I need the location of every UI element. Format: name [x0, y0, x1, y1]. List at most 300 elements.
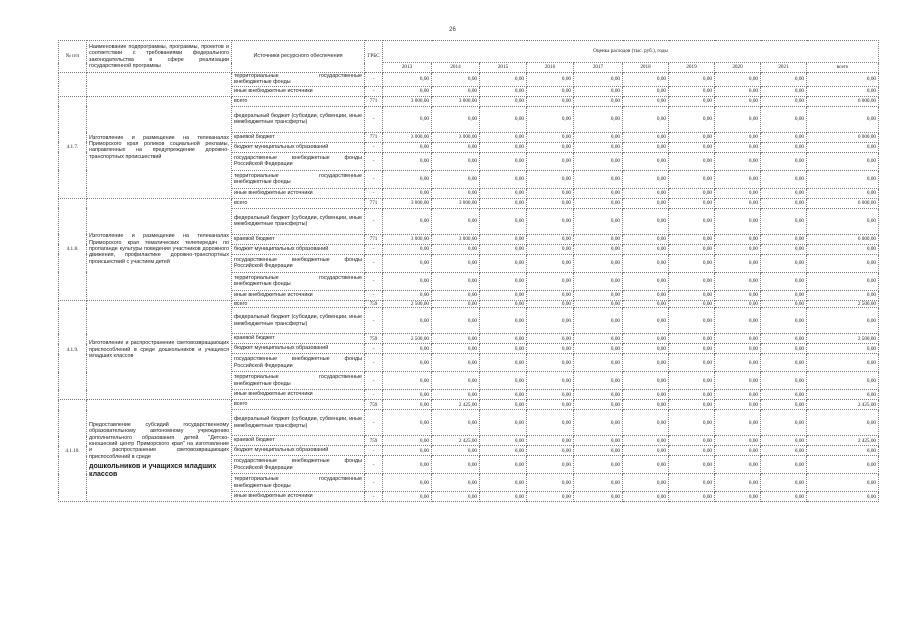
year-value-cell: 0,00 — [669, 390, 715, 400]
year-value-cell: 0,00 — [574, 354, 623, 372]
year-value-cell: 0,00 — [480, 456, 527, 474]
funding-source-cell: краевой бюджет — [232, 334, 365, 344]
row-number-cell: 4.1.8. — [59, 198, 87, 300]
year-value-cell: 0,00 — [761, 446, 807, 456]
grbs-cell: 771 — [365, 96, 383, 106]
year-value-cell: 0,00 — [574, 372, 623, 390]
funding-source-cell: всего — [232, 96, 365, 106]
year-value-cell: 0,00 — [623, 132, 669, 142]
year-value-cell: 0,00 — [669, 456, 715, 474]
header-year: 2020 — [715, 63, 761, 73]
funding-source-cell: иные внебюджетные источники — [232, 390, 365, 400]
year-value-cell: 0,00 — [761, 334, 807, 344]
grbs-cell: 771 — [365, 132, 383, 142]
year-value-cell: 0,00 — [383, 344, 432, 354]
year-value-cell: 0,00 — [623, 300, 669, 307]
year-value-cell: 0,00 — [715, 152, 761, 170]
year-value-cell: 0,00 — [480, 308, 527, 334]
year-value-cell: 0,00 — [623, 372, 669, 390]
grbs-cell: - — [365, 372, 383, 390]
year-value-cell: 0,00 — [527, 300, 574, 307]
header-source: Источники ресурсного обеспечения — [232, 41, 365, 73]
grbs-cell: - — [365, 244, 383, 254]
year-value-cell: 0,00 — [383, 272, 432, 290]
header-year: 2019 — [669, 63, 715, 73]
year-value-cell: 0,00 — [715, 436, 761, 446]
year-value-cell: 0,00 — [527, 208, 574, 234]
year-value-cell: 0,00 — [527, 198, 574, 208]
year-value-cell: 0,00 — [527, 492, 574, 502]
header-total: всего — [807, 63, 879, 73]
total-value-cell: 0,00 — [807, 142, 879, 152]
total-value-cell: 2 425,00 — [807, 436, 879, 446]
year-value-cell: 0,00 — [432, 474, 480, 492]
year-value-cell: 0,00 — [383, 372, 432, 390]
year-value-cell: 0,00 — [480, 354, 527, 372]
year-value-cell: 0,00 — [761, 106, 807, 132]
year-value-cell: 0,00 — [715, 132, 761, 142]
year-value-cell: 0,00 — [761, 96, 807, 106]
year-value-cell: 0,00 — [574, 290, 623, 300]
total-value-cell: 0,00 — [807, 188, 879, 198]
year-value-cell: 0,00 — [574, 106, 623, 132]
grbs-cell: 759 — [365, 334, 383, 344]
grbs-cell: 771 — [365, 198, 383, 208]
year-value-cell: 0,00 — [715, 96, 761, 106]
total-value-cell: 0,00 — [807, 456, 879, 474]
header-name: Наименование подпрограммы, программы, проектов и соответствии с требованиями федерального законодательства в сфере реализации государственной программы — [87, 41, 232, 73]
year-value-cell: 0,00 — [623, 254, 669, 272]
grbs-cell: - — [365, 290, 383, 300]
year-value-cell: 0,00 — [480, 96, 527, 106]
grbs-cell: - — [365, 208, 383, 234]
year-value-cell: 0,00 — [574, 492, 623, 502]
year-value-cell: 0,00 — [527, 132, 574, 142]
year-value-cell: 0,00 — [715, 106, 761, 132]
year-value-cell: 0,00 — [432, 208, 480, 234]
year-value-cell: 0,00 — [383, 170, 432, 188]
year-value-cell: 0,00 — [761, 410, 807, 436]
table-body — [59, 73, 879, 502]
year-value-cell: 0,00 — [527, 334, 574, 344]
total-value-cell: 0,00 — [807, 86, 879, 96]
year-value-cell: 3 000,00 — [383, 234, 432, 244]
year-value-cell: 0,00 — [761, 208, 807, 234]
funding-source-cell: бюджет муниципальных образований — [232, 446, 365, 456]
funding-source-cell: федеральный бюджет (субсидии, субвенции, иные межбюджетные трансферты) — [232, 208, 365, 234]
year-value-cell: 0,00 — [669, 410, 715, 436]
year-value-cell: 0,00 — [383, 400, 432, 410]
grbs-cell: - — [365, 106, 383, 132]
year-value-cell: 2 500,00 — [383, 334, 432, 344]
year-value-cell: 0,00 — [480, 170, 527, 188]
year-value-cell: 0,00 — [715, 142, 761, 152]
total-value-cell: 0,00 — [807, 492, 879, 502]
year-value-cell: 0,00 — [432, 308, 480, 334]
year-value-cell: 0,00 — [669, 354, 715, 372]
year-value-cell: 0,00 — [527, 152, 574, 170]
year-value-cell: 0,00 — [761, 234, 807, 244]
year-value-cell: 0,00 — [623, 354, 669, 372]
year-value-cell: 0,00 — [527, 170, 574, 188]
grbs-cell: - — [365, 254, 383, 272]
year-value-cell: 0,00 — [383, 142, 432, 152]
year-value-cell: 0,00 — [480, 254, 527, 272]
year-value-cell: 0,00 — [715, 354, 761, 372]
year-value-cell: 0,00 — [480, 132, 527, 142]
year-value-cell: 0,00 — [527, 410, 574, 436]
year-value-cell: 0,00 — [574, 334, 623, 344]
funding-source-cell: краевой бюджет — [232, 436, 365, 446]
year-value-cell: 0,00 — [480, 390, 527, 400]
year-value-cell: 0,00 — [669, 254, 715, 272]
year-value-cell: 0,00 — [432, 152, 480, 170]
year-value-cell: 0,00 — [623, 73, 669, 87]
year-value-cell: 0,00 — [574, 198, 623, 208]
total-value-cell: 0,00 — [807, 152, 879, 170]
year-value-cell: 0,00 — [761, 86, 807, 96]
funding-source-cell: всего — [232, 198, 365, 208]
year-value-cell: 0,00 — [669, 96, 715, 106]
year-value-cell: 0,00 — [432, 354, 480, 372]
year-value-cell: 0,00 — [480, 300, 527, 307]
year-value-cell: 3 000,00 — [432, 132, 480, 142]
grbs-cell: - — [365, 272, 383, 290]
header-year: 2016 — [527, 63, 574, 73]
year-value-cell: 0,00 — [480, 272, 527, 290]
grbs-cell: - — [365, 188, 383, 198]
item-name-text: Изготовление и распространение световозвращающих приспособлений в среде дошкольников и учащихся младших классов — [89, 340, 229, 360]
year-value-cell: 0,00 — [715, 334, 761, 344]
page-number: 26 — [449, 27, 456, 33]
year-value-cell: 0,00 — [715, 73, 761, 87]
year-value-cell: 0,00 — [480, 290, 527, 300]
funding-source-cell: территориальные государственные внебюджетные фонды — [232, 372, 365, 390]
year-value-cell: 0,00 — [574, 254, 623, 272]
year-value-cell: 0,00 — [432, 188, 480, 198]
total-value-cell: 2 500,00 — [807, 334, 879, 344]
grbs-cell: - — [365, 410, 383, 436]
year-value-cell: 0,00 — [669, 272, 715, 290]
year-value-cell: 0,00 — [623, 334, 669, 344]
year-value-cell: 0,00 — [623, 436, 669, 446]
year-value-cell: 0,00 — [623, 170, 669, 188]
year-value-cell: 0,00 — [574, 86, 623, 96]
year-value-cell: 0,00 — [761, 152, 807, 170]
year-value-cell: 0,00 — [527, 106, 574, 132]
grbs-cell: - — [365, 142, 383, 152]
funding-source-cell: федеральный бюджет (субсидии, субвенции, иные межбюджетные трансферты) — [232, 410, 365, 436]
year-value-cell: 0,00 — [574, 456, 623, 474]
year-value-cell: 0,00 — [715, 272, 761, 290]
year-value-cell: 0,00 — [480, 344, 527, 354]
year-value-cell: 2 425,00 — [432, 400, 480, 410]
year-value-cell: 0,00 — [527, 436, 574, 446]
year-value-cell: 0,00 — [715, 86, 761, 96]
year-value-cell: 3 000,00 — [383, 198, 432, 208]
year-value-cell: 0,00 — [715, 400, 761, 410]
year-value-cell: 0,00 — [574, 390, 623, 400]
funding-source-cell: иные внебюджетные источники — [232, 492, 365, 502]
year-value-cell: 0,00 — [574, 474, 623, 492]
year-value-cell: 0,00 — [669, 446, 715, 456]
row-number-cell: 4.1.7. — [59, 96, 87, 198]
grbs-cell: - — [365, 390, 383, 400]
year-value-cell: 0,00 — [715, 170, 761, 188]
year-value-cell: 0,00 — [480, 492, 527, 502]
table-row — [59, 96, 879, 106]
total-value-cell: 0,00 — [807, 474, 879, 492]
year-value-cell: 0,00 — [432, 456, 480, 474]
year-value-cell: 0,00 — [574, 344, 623, 354]
year-value-cell: 0,00 — [761, 456, 807, 474]
year-value-cell: 0,00 — [761, 170, 807, 188]
total-value-cell: 0,00 — [807, 308, 879, 334]
year-value-cell: 0,00 — [574, 170, 623, 188]
year-value-cell: 0,00 — [383, 244, 432, 254]
item-name-cell — [87, 198, 232, 300]
year-value-cell: 0,00 — [623, 474, 669, 492]
year-value-cell: 0,00 — [623, 106, 669, 132]
year-value-cell: 0,00 — [432, 254, 480, 272]
year-value-cell: 0,00 — [669, 474, 715, 492]
year-value-cell: 0,00 — [383, 73, 432, 87]
header-estimate: Оценка расходов (тыс. руб.), годы — [383, 41, 879, 63]
year-value-cell: 0,00 — [623, 142, 669, 152]
grbs-cell: - — [365, 354, 383, 372]
year-value-cell: 0,00 — [383, 390, 432, 400]
total-value-cell: 2 425,00 — [807, 400, 879, 410]
year-value-cell: 0,00 — [480, 142, 527, 152]
year-value-cell: 0,00 — [715, 234, 761, 244]
year-value-cell: 0,00 — [527, 400, 574, 410]
year-value-cell: 0,00 — [669, 290, 715, 300]
year-value-cell: 0,00 — [383, 188, 432, 198]
year-value-cell: 0,00 — [480, 208, 527, 234]
year-value-cell: 0,00 — [761, 290, 807, 300]
item-name-cell — [87, 96, 232, 198]
year-value-cell: 0,00 — [623, 86, 669, 96]
year-value-cell: 0,00 — [761, 132, 807, 142]
year-value-cell: 0,00 — [761, 272, 807, 290]
year-value-cell: 0,00 — [669, 170, 715, 188]
grbs-cell: - — [365, 344, 383, 354]
year-value-cell: 0,00 — [383, 446, 432, 456]
year-value-cell: 0,00 — [669, 188, 715, 198]
total-value-cell: 0,00 — [807, 290, 879, 300]
year-value-cell: 0,00 — [383, 456, 432, 474]
year-value-cell: 0,00 — [715, 244, 761, 254]
funding-source-cell: государственные внебюджетные фонды Российской Федерации — [232, 354, 365, 372]
year-value-cell: 0,00 — [480, 474, 527, 492]
total-value-cell: 0,00 — [807, 106, 879, 132]
grbs-cell: - — [365, 152, 383, 170]
year-value-cell: 0,00 — [432, 390, 480, 400]
year-value-cell: 0,00 — [574, 244, 623, 254]
year-value-cell: 0,00 — [527, 290, 574, 300]
year-value-cell: 0,00 — [715, 456, 761, 474]
year-value-cell: 0,00 — [480, 198, 527, 208]
year-value-cell: 0,00 — [432, 344, 480, 354]
year-value-cell: 0,00 — [480, 152, 527, 170]
total-value-cell: 6 000,00 — [807, 132, 879, 142]
year-value-cell: 0,00 — [715, 492, 761, 502]
year-value-cell: 0,00 — [527, 372, 574, 390]
year-value-cell: 0,00 — [527, 86, 574, 96]
grbs-cell: - — [365, 474, 383, 492]
year-value-cell: 0,00 — [761, 354, 807, 372]
year-value-cell: 3 000,00 — [432, 198, 480, 208]
year-value-cell: 0,00 — [480, 410, 527, 436]
year-value-cell: 0,00 — [527, 354, 574, 372]
year-value-cell: 0,00 — [432, 142, 480, 152]
year-value-cell: 3 000,00 — [383, 132, 432, 142]
header-year: 2018 — [623, 63, 669, 73]
item-name-cell — [87, 400, 232, 502]
header-grbs: ГРБС — [365, 41, 383, 73]
header-year: 2015 — [480, 63, 527, 73]
year-value-cell: 0,00 — [623, 188, 669, 198]
funding-source-cell: краевой бюджет — [232, 132, 365, 142]
year-value-cell: 0,00 — [623, 456, 669, 474]
grbs-cell: - — [365, 308, 383, 334]
funding-source-cell: иные внебюджетные источники — [232, 86, 365, 96]
year-value-cell: 0,00 — [623, 272, 669, 290]
funding-source-cell: территориальные государственные внебюджетные фонды — [232, 73, 365, 87]
year-value-cell: 0,00 — [669, 300, 715, 307]
year-value-cell: 0,00 — [669, 208, 715, 234]
header-year: 2021 — [761, 63, 807, 73]
year-value-cell: 0,00 — [715, 474, 761, 492]
year-value-cell: 0,00 — [574, 436, 623, 446]
header-year: 2014 — [432, 63, 480, 73]
funding-source-cell: краевой бюджет — [232, 234, 365, 244]
year-value-cell: 0,00 — [715, 308, 761, 334]
year-value-cell: 0,00 — [761, 73, 807, 87]
total-value-cell: 0,00 — [807, 244, 879, 254]
year-value-cell: 0,00 — [383, 474, 432, 492]
funding-source-cell: иные внебюджетные источники — [232, 188, 365, 198]
year-value-cell: 2 500,00 — [383, 300, 432, 307]
funding-source-cell: бюджет муниципальных образований — [232, 142, 365, 152]
year-value-cell: 0,00 — [527, 272, 574, 290]
year-value-cell: 0,00 — [669, 244, 715, 254]
year-value-cell: 0,00 — [432, 244, 480, 254]
year-value-cell: 0,00 — [432, 372, 480, 390]
funding-source-cell: государственные внебюджетные фонды Российской Федерации — [232, 254, 365, 272]
year-value-cell: 0,00 — [761, 492, 807, 502]
year-value-cell: 0,00 — [432, 492, 480, 502]
year-value-cell: 0,00 — [623, 390, 669, 400]
grbs-cell: - — [365, 86, 383, 96]
year-value-cell: 0,00 — [669, 372, 715, 390]
year-value-cell: 0,00 — [432, 272, 480, 290]
funding-source-cell: территориальные государственные внебюджетные фонды — [232, 170, 365, 188]
table-row — [59, 73, 879, 87]
funding-source-cell: государственные внебюджетные фонды Российской Федерации — [232, 456, 365, 474]
year-value-cell: 0,00 — [715, 300, 761, 307]
item-name-cell — [87, 300, 232, 399]
year-value-cell: 0,00 — [574, 308, 623, 334]
year-value-cell: 0,00 — [574, 73, 623, 87]
header-year: 2013 — [383, 63, 432, 73]
funding-source-cell: федеральный бюджет (субсидии, субвенции, иные межбюджетные трансферты) — [232, 308, 365, 334]
year-value-cell: 0,00 — [574, 410, 623, 436]
year-value-cell: 0,00 — [527, 308, 574, 334]
item-name-text: Изготовление и размещение на телеканалах Приморского края роликов социальной рекламы, направленных на предупреждение дорожно-транспортных происшествий — [89, 134, 229, 160]
funding-source-cell: всего — [232, 400, 365, 410]
funding-source-cell: бюджет муниципальных образований — [232, 244, 365, 254]
year-value-cell: 0,00 — [669, 308, 715, 334]
row-number-cell: 4.1.10. — [59, 400, 87, 502]
year-value-cell: 0,00 — [715, 198, 761, 208]
year-value-cell: 0,00 — [623, 96, 669, 106]
year-value-cell: 0,00 — [383, 208, 432, 234]
year-value-cell: 0,00 — [669, 132, 715, 142]
year-value-cell: 0,00 — [480, 436, 527, 446]
year-value-cell: 0,00 — [527, 446, 574, 456]
table-row — [59, 400, 879, 410]
row-number-cell: 4.1.9. — [59, 300, 87, 399]
year-value-cell: 0,00 — [574, 272, 623, 290]
year-value-cell: 0,00 — [383, 106, 432, 132]
header-row-top — [59, 41, 879, 63]
total-value-cell: 0,00 — [807, 208, 879, 234]
year-value-cell: 0,00 — [383, 308, 432, 334]
year-value-cell: 0,00 — [527, 142, 574, 152]
year-value-cell: 0,00 — [669, 152, 715, 170]
year-value-cell: 0,00 — [527, 344, 574, 354]
year-value-cell: 0,00 — [432, 300, 480, 307]
year-value-cell: 0,00 — [383, 152, 432, 170]
item-name-cell — [87, 73, 232, 97]
year-value-cell: 0,00 — [761, 390, 807, 400]
total-value-cell: 0,00 — [807, 354, 879, 372]
grbs-cell: 759 — [365, 436, 383, 446]
table-row — [59, 300, 879, 307]
year-value-cell: 0,00 — [383, 86, 432, 96]
year-value-cell: 0,00 — [480, 86, 527, 96]
year-value-cell: 0,00 — [574, 188, 623, 198]
year-value-cell: 0,00 — [623, 198, 669, 208]
year-value-cell: 0,00 — [669, 334, 715, 344]
year-value-cell: 0,00 — [761, 300, 807, 307]
funding-source-cell: федеральный бюджет (субсидии, субвенции, иные межбюджетные трансферты) — [232, 106, 365, 132]
header-year: 2017 — [574, 63, 623, 73]
total-value-cell: 6 000,00 — [807, 198, 879, 208]
year-value-cell: 0,00 — [432, 334, 480, 344]
year-value-cell: 0,00 — [761, 372, 807, 390]
year-value-cell: 0,00 — [669, 436, 715, 446]
year-value-cell: 0,00 — [623, 446, 669, 456]
year-value-cell: 0,00 — [432, 290, 480, 300]
total-value-cell: 6 000,00 — [807, 96, 879, 106]
year-value-cell: 0,00 — [383, 290, 432, 300]
total-value-cell: 6 000,00 — [807, 234, 879, 244]
year-value-cell: 0,00 — [480, 188, 527, 198]
year-value-cell: 0,00 — [432, 410, 480, 436]
funding-source-cell: территориальные государственные внебюджетные фонды — [232, 272, 365, 290]
year-value-cell: 0,00 — [574, 400, 623, 410]
year-value-cell: 0,00 — [761, 436, 807, 446]
year-value-cell: 0,00 — [480, 234, 527, 244]
item-name-tail: дошкольников и учащихся младших классов — [89, 463, 217, 479]
funding-source-cell: бюджет муниципальных образований — [232, 344, 365, 354]
year-value-cell: 0,00 — [527, 244, 574, 254]
year-value-cell: 0,00 — [623, 400, 669, 410]
year-value-cell: 0,00 — [480, 446, 527, 456]
year-value-cell: 0,00 — [623, 308, 669, 334]
